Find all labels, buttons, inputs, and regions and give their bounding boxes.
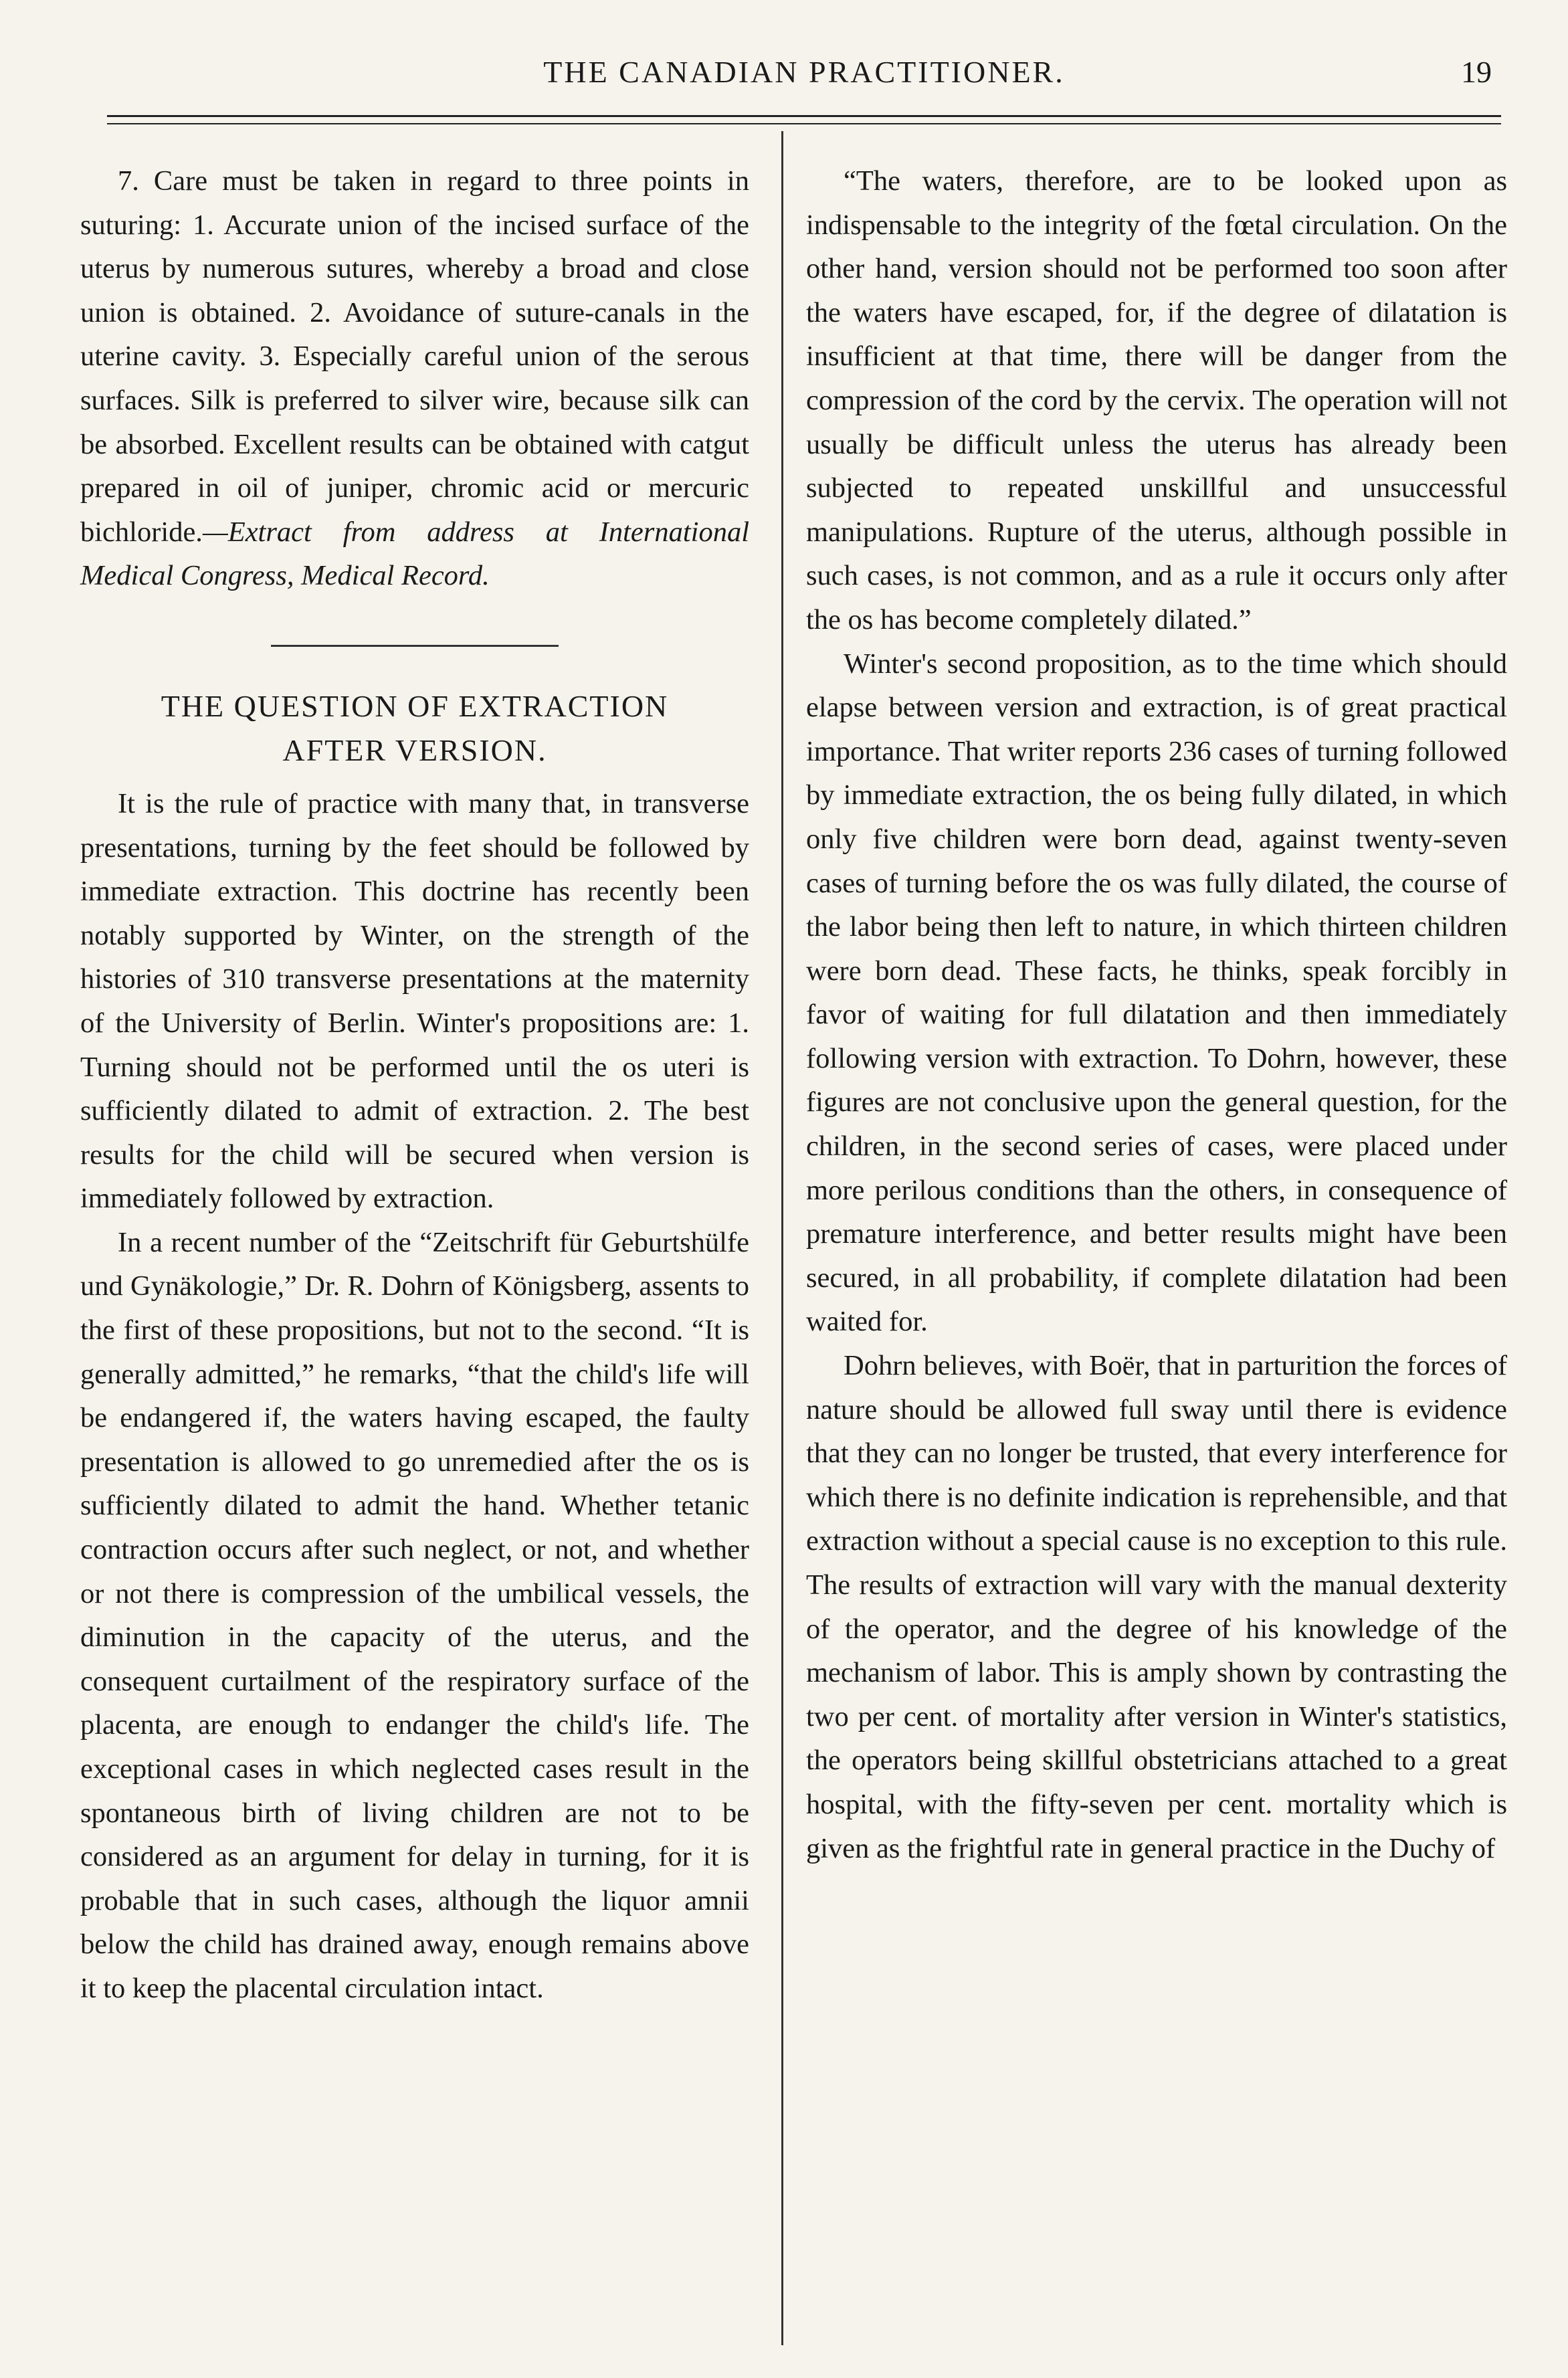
running-head [107,52,1501,106]
paragraph-waters: “The waters, therefore, are to be looked upon as indispensable to the integrity of the fœtal circulation. On the other hand, version should not be performed too soon after the waters have escaped, for, if the degree of dilatation is insufficient at that time, there will be danger from the compression of the cord by the cervix. The operation will not usually be difficult unless the uterus has already been subjected to repeated unskillful and unsuccessful manipulations. Rupture of the uterus, although possible in such cases, is not common, and as a rule it occurs only after the os has become completely dilated.” [806,165,1507,635]
header-rule-bottom [107,123,1501,124]
journal-title: THE CANADIAN PRACTITIONER. [543,55,1065,89]
page-number: 19 [1461,55,1492,89]
suturing-text: 7. Care must be taken in regard to three points in suturing: 1. Accurate union of the incised surface of the uterus by numerous sutures, whereby a broad and close union is obtained. 2. Avoidance of suture-canals in the uterine cavity. 3. Especially careful union of the serous surfaces. Silk is preferred to silver wire, because silk can be absorbed. Excellent results can be obtained with catgut prepared in oil of juniper, chromic acid or mercuric bichloride. [80,165,749,548]
paragraph-intro: It is the rule of practice with many that, in transverse presentations, turning by the feet should be followed by immediate extraction. This doctrine has recently been notably supported by Winter, on the strength of the histories of 310 transverse presentations at the maternity of the University of Berlin. Winter's propositions are: 1. Turning should not be performed until the os uteri is sufficiently dilated to admit of extraction. 2. The best results for the child will be secured when version is immediately followed by extraction. [80,787,749,1215]
paragraph-suturing [80,159,749,598]
paragraph-dohrn-believes: Dohrn believes, with Boër, that in parturition the forces of nature should be allowed full sway until there is evidence that they can no longer be trusted, that every interference for which there is no definite indication is reprehensible, and that extraction without a special cause is no exception to this rule. The results of extraction will vary with the manual dexterity of the operator, and the degree of his knowledge of the mechanism of labor. This is amply shown by contrasting the two per cent. of mortality after version in Winter's statistics, the operators being skillful obstetricians attached to a great hospital, with the fifty-seven per cent. mortality which is given as the frightful rate in general practice in the Duchy of [806,1350,1508,1864]
section-title-line1: THE QUESTION OF EXTRACTION [161,688,669,723]
paragraph-dohrn: In a recent number of the “Zeitschrift für Geburtshülfe und Gynäkologie,” Dr. R. Dohrn of Königsberg, assents to the first of these propositions, but not to the second. “It is generally admitted,” he remarks, “that the child's life will be endangered if, the waters having escaped, the faulty presentation is allowed to go unremedied after the os is sufficiently dilated to admit the hand. Whether tetanic contraction occurs after such neglect, or not, and whether or not there is compression of the umbilical vessels, the diminution in the capacity of the uterus, and the consequent curtailment of the respiratory surface of the placenta, are enough to endanger the child's life. The exceptional cases in which neglected cases result in the spontaneous birth of living children are not to be considered as an argument for delay in turning, for it is probable that in such cases, although the liquor amnii below the child has drained away, enough remains above it to keep the placental circulation intact. [80,1226,749,2004]
section-title [80,684,749,773]
suturing-source: —Extract from address at International Medical Congress, Medical Record. [80,516,749,592]
section-separator [271,645,559,647]
column-divider [781,131,783,2345]
paragraph-winter-second: Winter's second proposition, as to the time which should elapse between version and extraction, is of great practical importance. That writer reports 236 cases of turning followed by immediate extraction, the os being fully dilated, in which only five children were born dead, against twenty-seven cases of turning before the os was fully dilated, the course of the labor being then left to nature, in which thirteen children were born dead. These facts, he thinks, speak forcibly in favor of waiting for full dilatation and then immediately following version with extraction. To Dohrn, however, these figures are not conclusive upon the general question, for the children, in the second series of cases, were placed under more perilous conditions than the others, in consequence of premature interference, and better results might have been secured, in all probability, if complete dilatation had been waited for. [806,648,1507,1338]
left-column [80,159,749,2011]
header-rule-top [107,115,1501,117]
right-column [806,159,1507,1870]
section-title-line2: AFTER VERSION. [282,732,547,767]
